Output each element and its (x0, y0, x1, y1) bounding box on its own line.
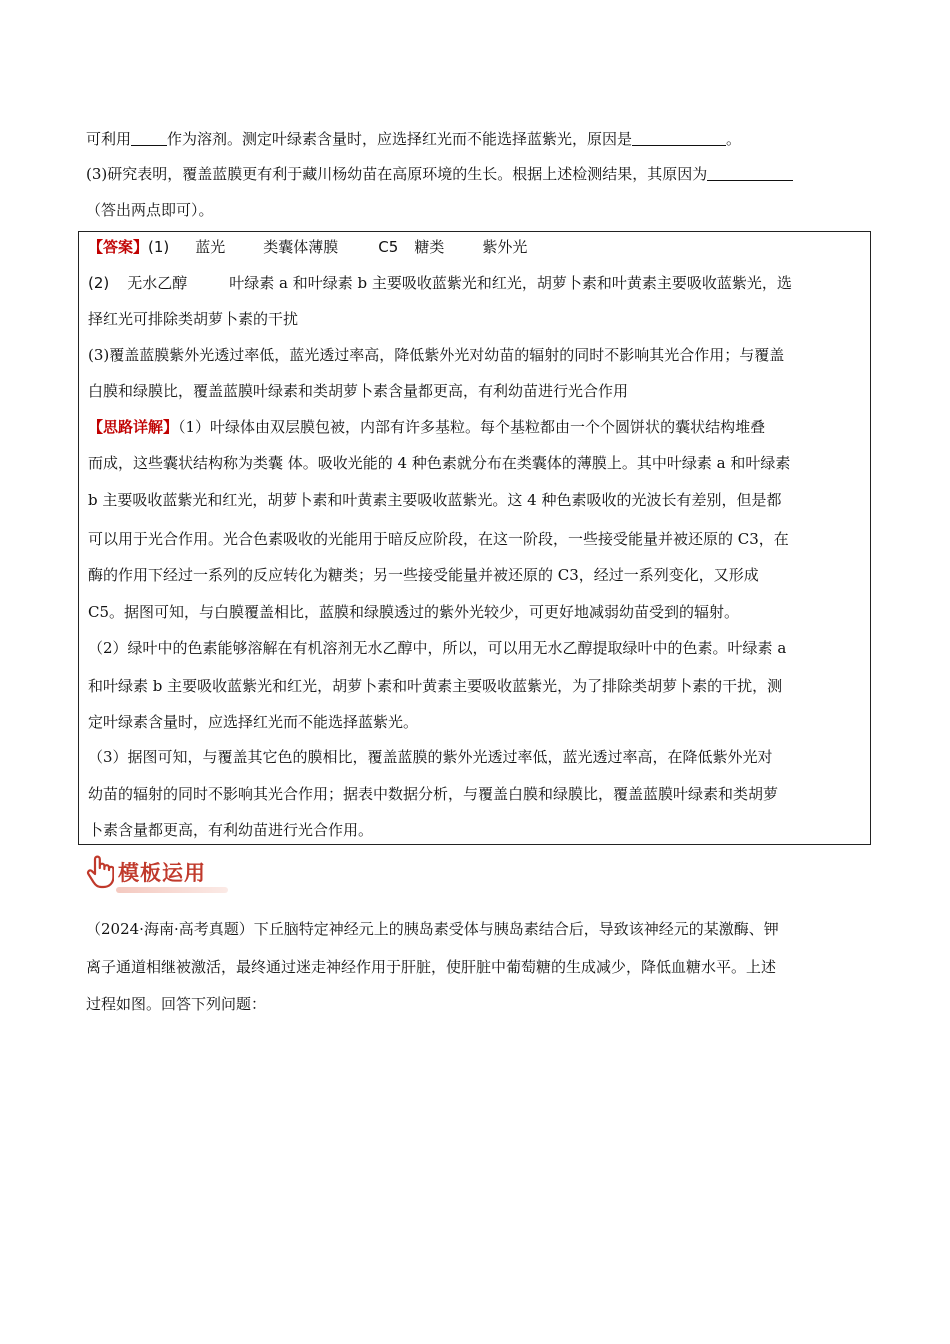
q3-text: (3)研究表明，覆盖蓝膜更有利于藏川杨幼苗在高原环境的生长。根据上述检测结果，其原因为 (86, 165, 708, 183)
q2-text-b: 作为溶剂。测定叶绿素含量时，应选择红光而不能选择蓝紫光，原因是 (167, 130, 633, 148)
question-2-tail (86, 128, 741, 150)
answer-2-text: 叶绿素 a 和叶绿素 b 主要吸收蓝紫光和红光，胡萝卜素和叶黄素主要吸收蓝紫光，选 (229, 274, 792, 292)
answer-1-item: 类囊体薄膜 (263, 238, 339, 256)
analysis-line: C5。据图可知，与白膜覆盖相比，蓝膜和绿膜透过的紫外光较少，可更好地减弱幼苗受到的辐射。 (88, 603, 740, 621)
analysis-line: 幼苗的辐射的同时不影响其光合作用；据表中数据分析，与覆盖白膜和绿膜比，覆盖蓝膜叶绿素和类胡萝 (88, 785, 779, 803)
analysis-line: 而成，这些囊状结构称为类囊 体。吸收光能的 4 种色素就分布在类囊体的薄膜上。其中叶绿素 a 和叶绿素 (88, 454, 791, 472)
analysis-label: 【思路详解】 (88, 418, 179, 436)
analysis-line: 可以用于光合作用。光合色素吸收的光能用于暗反应阶段，在这一阶段，一些接受能量并被还原的 C3，在 (88, 530, 789, 548)
answer-line-5: 白膜和绿膜比，覆盖蓝膜叶绿素和类胡萝卜素含量都更高，有利幼苗进行光合作用 (88, 382, 629, 400)
answer-1-item: 蓝光 (195, 238, 226, 256)
answer-line-3: 择红光可排除类胡萝卜素的干扰 (88, 310, 299, 328)
answer-1-prefix: (1) (148, 238, 170, 256)
analysis-line: 定叶绿素含量时，应选择红光而不能选择蓝紫光。 (88, 713, 419, 731)
template-heading (86, 855, 236, 895)
answer-blank (707, 164, 793, 181)
heading-underline (116, 887, 228, 893)
analysis-line: 酶的作用下经过一系列的反应转化为糖类；另一些接受能量并被还原的 C3，经过一系列变化，又形成 (88, 566, 759, 584)
analysis-text: （1）叶绿体由双层膜包被，内部有许多基粒。每个基粒都由一个个圆饼状的囊状结构堆叠 (178, 418, 766, 436)
answer-blank (131, 129, 167, 146)
question-3-line-1 (86, 163, 793, 185)
answer-1-item: 紫外光 (482, 238, 528, 256)
answer-label: 【答案】 (88, 238, 149, 256)
answer-line-1 (88, 236, 527, 258)
template-heading-title: 模板运用 (118, 861, 206, 885)
analysis-line: b 主要吸收蓝紫光和红光，胡萝卜素和叶黄素主要吸收蓝紫光。这 4 种色素吸收的光波长有差别，但是都 (88, 491, 782, 509)
analysis-line: 卜素含量都更高，有利幼苗进行光合作用。 (88, 821, 374, 839)
answer-blank (632, 129, 726, 146)
question-line: 离子通道相继被激活，最终通过迷走神经作用于肝脏，使肝脏中葡萄糖的生成减少，降低血糖水平。上述 (86, 958, 777, 976)
analysis-line: （2）绿叶中的色素能够溶解在有机溶剂无水乙醇中，所以，可以用无水乙醇提取绿叶中的色素。叶绿素 a (88, 639, 787, 657)
hand-pointer-icon (86, 855, 114, 889)
q2-text-a: 可利用 (86, 130, 132, 148)
question-line: 过程如图。回答下列问题： (86, 995, 267, 1013)
answer-line-4: (3)覆盖蓝膜紫外光透过率低，蓝光透过率高，降低紫外光对幼苗的辐射的同时不影响其光合作用；与覆盖 (88, 346, 785, 364)
answer-1-item: 糖类 (414, 238, 445, 256)
answer-2-prefix: (2) (88, 274, 110, 292)
q2-text-c: 。 (726, 130, 742, 148)
analysis-line-1 (88, 416, 765, 438)
answer-1-item: C5 (378, 238, 399, 256)
answer-line-2 (88, 272, 792, 294)
analysis-line: 和叶绿素 b 主要吸收蓝紫光和红光，胡萝卜素和叶黄素主要吸收蓝紫光，为了排除类胡萝卜素的干扰，测 (88, 677, 783, 695)
answer-2-item: 无水乙醇 (127, 274, 188, 292)
question-line: （2024·海南·高考真题）下丘脑特定神经元上的胰岛素受体与胰岛素结合后，导致该神经元的某激酶、钾 (86, 920, 779, 938)
question-3-line-2: （答出两点即可）。 (86, 201, 214, 219)
analysis-line: （3）据图可知，与覆盖其它色的膜相比，覆盖蓝膜的紫外光透过率低，蓝光透过率高，在降低紫外光对 (88, 748, 773, 766)
